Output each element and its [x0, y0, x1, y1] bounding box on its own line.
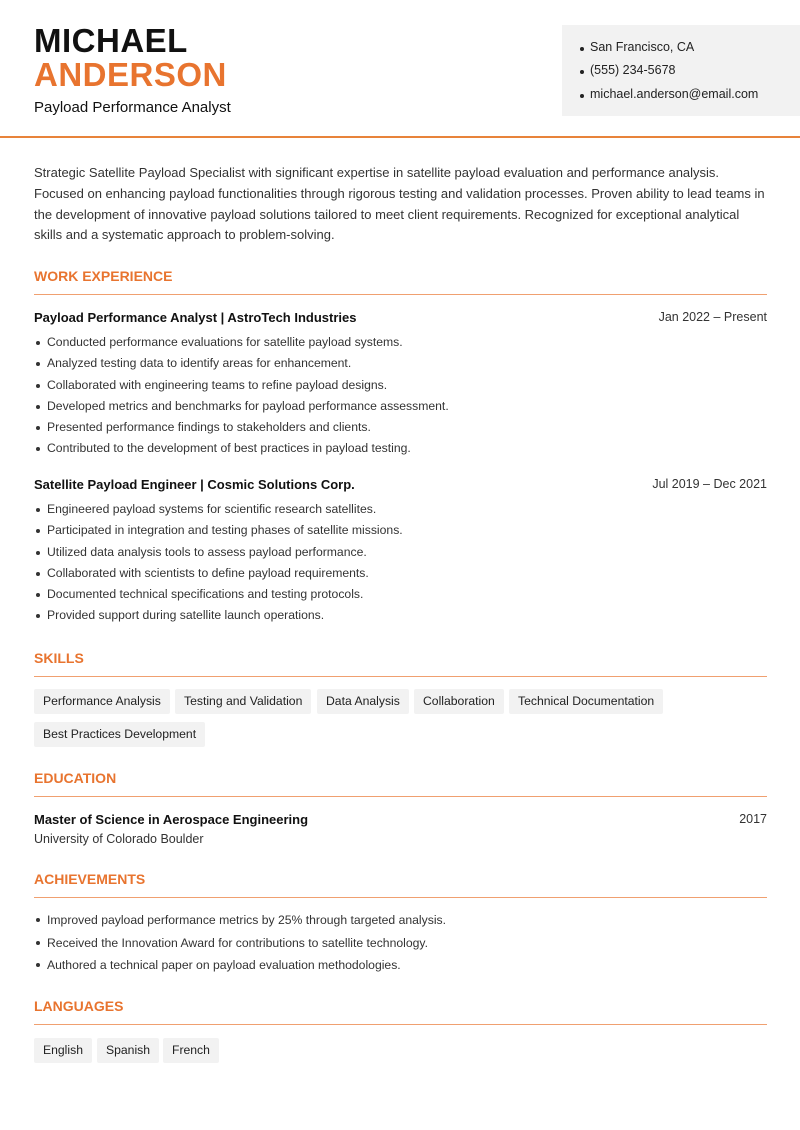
- list-item: Conducted performance evaluations for satellite payload systems.: [34, 332, 449, 353]
- education-degree: Master of Science in Aerospace Engineering: [34, 812, 309, 827]
- contact-email[interactable]: michael.anderson@email.com: [590, 87, 759, 101]
- job-title: Satellite Payload Engineer | Cosmic Solutions Corp.: [34, 477, 355, 492]
- section-title-work: WORK EXPERIENCE: [34, 268, 173, 284]
- list-item: Contributed to the development of best practices in payload testing.: [34, 438, 449, 459]
- list-item: Documented technical specifications and testing protocols.: [34, 584, 403, 605]
- job-title: Payload Performance Analyst | AstroTech Industries: [34, 310, 357, 325]
- list-item: Utilized data analysis tools to assess payload performance.: [34, 542, 403, 563]
- section-divider: [34, 796, 767, 797]
- education-school: University of Colorado Boulder: [34, 832, 204, 846]
- section-divider: [34, 1024, 767, 1025]
- job-date: Jul 2019 – Dec 2021: [652, 477, 767, 491]
- list-item: Engineered payload systems for scientific research satellites.: [34, 499, 403, 520]
- section-title-achievements: ACHIEVEMENTS: [34, 871, 146, 887]
- contact-box: [562, 25, 800, 116]
- list-item: Analyzed testing data to identify areas for enhancement.: [34, 353, 449, 374]
- section-title-languages: LANGUAGES: [34, 998, 124, 1014]
- achievements-list: [34, 909, 446, 977]
- list-item: Collaborated with engineering teams to refine payload designs.: [34, 375, 449, 396]
- section-divider: [34, 294, 767, 295]
- contact-location: San Francisco, CA: [590, 40, 695, 54]
- list-item: Participated in integration and testing phases of satellite missions.: [34, 520, 403, 541]
- language-chip: Spanish: [97, 1038, 159, 1063]
- job-date: Jan 2022 – Present: [658, 310, 767, 324]
- resume-header: [0, 0, 800, 138]
- list-item: Collaborated with scientists to define payload requirements.: [34, 563, 403, 584]
- education-year: 2017: [739, 812, 767, 826]
- language-chip: French: [163, 1038, 219, 1063]
- job-bullets: [34, 499, 403, 627]
- contact-phone: (555) 234-5678: [590, 63, 676, 77]
- skill-chip: Data Analysis: [317, 689, 409, 714]
- skill-chip: Testing and Validation: [175, 689, 311, 714]
- skill-chip: Collaboration: [414, 689, 504, 714]
- skill-chip: Best Practices Development: [34, 722, 205, 747]
- job-bullets: [34, 332, 449, 460]
- first-name: MICHAEL: [34, 22, 188, 59]
- list-item: Presented performance findings to stakeholders and clients.: [34, 417, 449, 438]
- last-name: ANDERSON: [34, 56, 227, 93]
- professional-summary: Strategic Satellite Payload Specialist with significant expertise in satellite payload evaluation and performance analysis. Focused on enhancing payload functionalities through rigorous testing and validation processes. Proven ability to lead teams in the development of innovative payload solutions tailored to meet client requirements. Recognized for exceptional analytical skills and a systematic approach to problem-solving.: [34, 165, 765, 243]
- section-title-skills: SKILLS: [34, 650, 84, 666]
- list-item: Provided support during satellite launch operations.: [34, 605, 403, 626]
- language-chip: English: [34, 1038, 92, 1063]
- list-item: Authored a technical paper on payload evaluation methodologies.: [34, 954, 446, 977]
- list-item: Developed metrics and benchmarks for payload performance assessment.: [34, 396, 449, 417]
- section-divider: [34, 897, 767, 898]
- skill-chip: Technical Documentation: [509, 689, 663, 714]
- section-title-education: EDUCATION: [34, 770, 117, 786]
- job-headline: Payload Performance Analyst: [34, 99, 231, 116]
- list-item: Improved payload performance metrics by 25% through targeted analysis.: [34, 909, 446, 932]
- candidate-name: [34, 24, 227, 92]
- list-item: Received the Innovation Award for contributions to satellite technology.: [34, 932, 446, 955]
- skill-chip: Performance Analysis: [34, 689, 170, 714]
- section-divider: [34, 676, 767, 677]
